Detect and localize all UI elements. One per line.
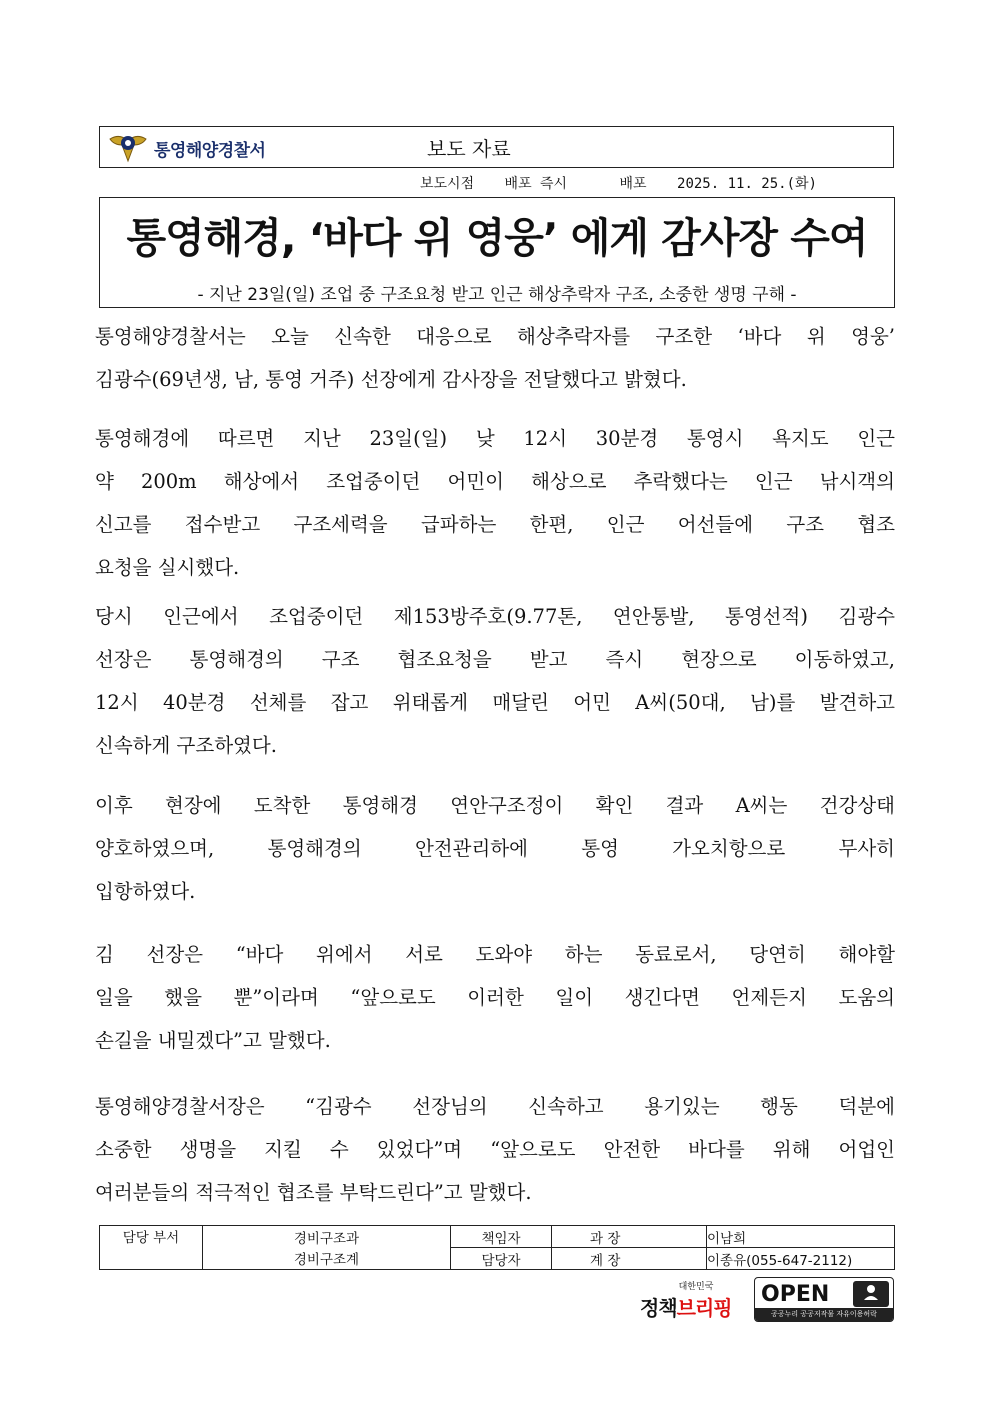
body-paragraph <box>95 417 895 589</box>
staff-label: 담당자 <box>451 1248 552 1270</box>
paragraph-line: 당시 인근에서 조업중이던 제153방주호(9.77톤, 연안통발, 통영선적) 김광수 <box>95 605 895 628</box>
paragraph-line: 소중한 생명을 지킬 수 있었다”며 “앞으로도 안전한 바다를 위해 어업인 <box>95 1138 895 1161</box>
headline-subtitle: - 지난 23일(일) 조업 중 구조요청 받고 인근 해상추락자 구조, 소중한 생명 구해 - <box>197 285 797 305</box>
open-word: OPEN <box>761 1282 830 1307</box>
distribution-label: 배포 <box>619 176 647 192</box>
role: 과 장 <box>552 1226 707 1248</box>
headline-title: 통영해경, ‘바다 위 영웅’ 에게 감사장 수여 <box>126 214 868 262</box>
policy-briefing-logo <box>640 1279 744 1323</box>
body-paragraph <box>95 784 895 913</box>
document-type: 보도 자료 <box>427 137 511 161</box>
paragraph-line: 통영해양경찰서는 오늘 신속한 대응으로 해상추락자를 구조한 ‘바다 위 영웅’ <box>95 325 895 348</box>
paragraph-line: 요청을 실시했다. <box>95 556 240 579</box>
dept-name: 경비구조계 <box>203 1248 451 1270</box>
contact-name: 이종유(055-647-2112) <box>707 1248 895 1270</box>
paragraph-line: 선장은 통영해경의 구조 협조요청을 받고 즉시 현장으로 이동하였고, <box>95 648 895 671</box>
paragraph-line: 이후 현장에 도착한 통영해경 연안구조정이 확인 결과 A씨는 건강상태 <box>95 794 895 817</box>
open-license-badge <box>754 1277 894 1322</box>
paragraph-line: 일을 했을 뿐”이라며 “앞으로도 이러한 일이 생긴다면 언제든지 도움의 <box>95 986 895 1009</box>
responsible-label: 책임자 <box>451 1226 552 1248</box>
brief-small-text: 대한민국 <box>678 1282 714 1292</box>
paragraph-line: 입항하였다. <box>95 880 196 903</box>
brief-title-red: 브리핑 <box>676 1296 732 1320</box>
release-value: 배포 즉시 <box>504 176 568 192</box>
paragraph-line: 12시 40분경 선체를 잡고 위태롭게 매달린 어민 A씨(50대, 남)를 발견하고 <box>95 691 895 714</box>
brief-title-black: 정책 <box>640 1296 677 1320</box>
body-paragraph <box>95 933 895 1062</box>
paragraph-line: 신속하게 구조하였다. <box>95 734 277 757</box>
paragraph-line: 김광수(69년생, 남, 통영 거주) 선장에게 감사장을 전달했다고 밝혔다. <box>95 368 687 391</box>
brief-title <box>640 1292 744 1321</box>
paragraph-line: 통영해경에 따르면 지난 23일(일) 낮 12시 30분경 통영시 욕지도 인근 <box>95 427 895 450</box>
paragraph-line: 양호하였으며, 통영해경의 안전관리하에 통영 가오치항으로 무사히 <box>95 837 895 860</box>
paragraph-line: 여러분들의 적극적인 협조를 부탁드린다”고 말했다. <box>95 1181 532 1204</box>
paragraph-line: 손길을 내밀겠다”고 말했다. <box>95 1029 331 1052</box>
body-paragraph <box>95 315 895 401</box>
dept-label: 담당 부서 <box>100 1226 203 1270</box>
dept-name: 경비구조과 <box>203 1226 451 1248</box>
paragraph-line: 신고를 접수받고 구조세력을 급파하는 한편, 인근 어선들에 구조 협조 <box>95 513 895 536</box>
open-footer-text: 공공누리 공공저작물 자유이용허락 <box>755 1308 893 1321</box>
release-info <box>420 173 839 193</box>
role: 계 장 <box>552 1248 707 1270</box>
attribution-icon <box>853 1281 889 1307</box>
contact-table <box>99 1225 895 1270</box>
paragraph-line: 약 200m 해상에서 조업중이던 어민이 해상으로 추락했다는 인근 낚시객의 <box>95 470 895 493</box>
paragraph-line: 김 선장은 “바다 위에서 서로 도와야 하는 동료로서, 당연히 해야할 <box>95 943 895 966</box>
body-paragraph <box>95 595 895 767</box>
coast-guard-emblem-icon <box>108 131 148 165</box>
distribution-date: 2025. 11. 25.(화) <box>677 176 817 192</box>
contact-name: 이남희 <box>707 1226 895 1248</box>
release-label: 보도시점 <box>420 176 475 192</box>
agency-logo <box>108 131 328 165</box>
agency-name: 통영해양경찰서 <box>154 140 266 161</box>
body-paragraph <box>95 1085 895 1214</box>
person-icon <box>853 1281 889 1307</box>
paragraph-line: 통영해양경찰서장은 “김광수 선장님의 신속하고 용기있는 행동 덕분에 <box>95 1095 895 1118</box>
